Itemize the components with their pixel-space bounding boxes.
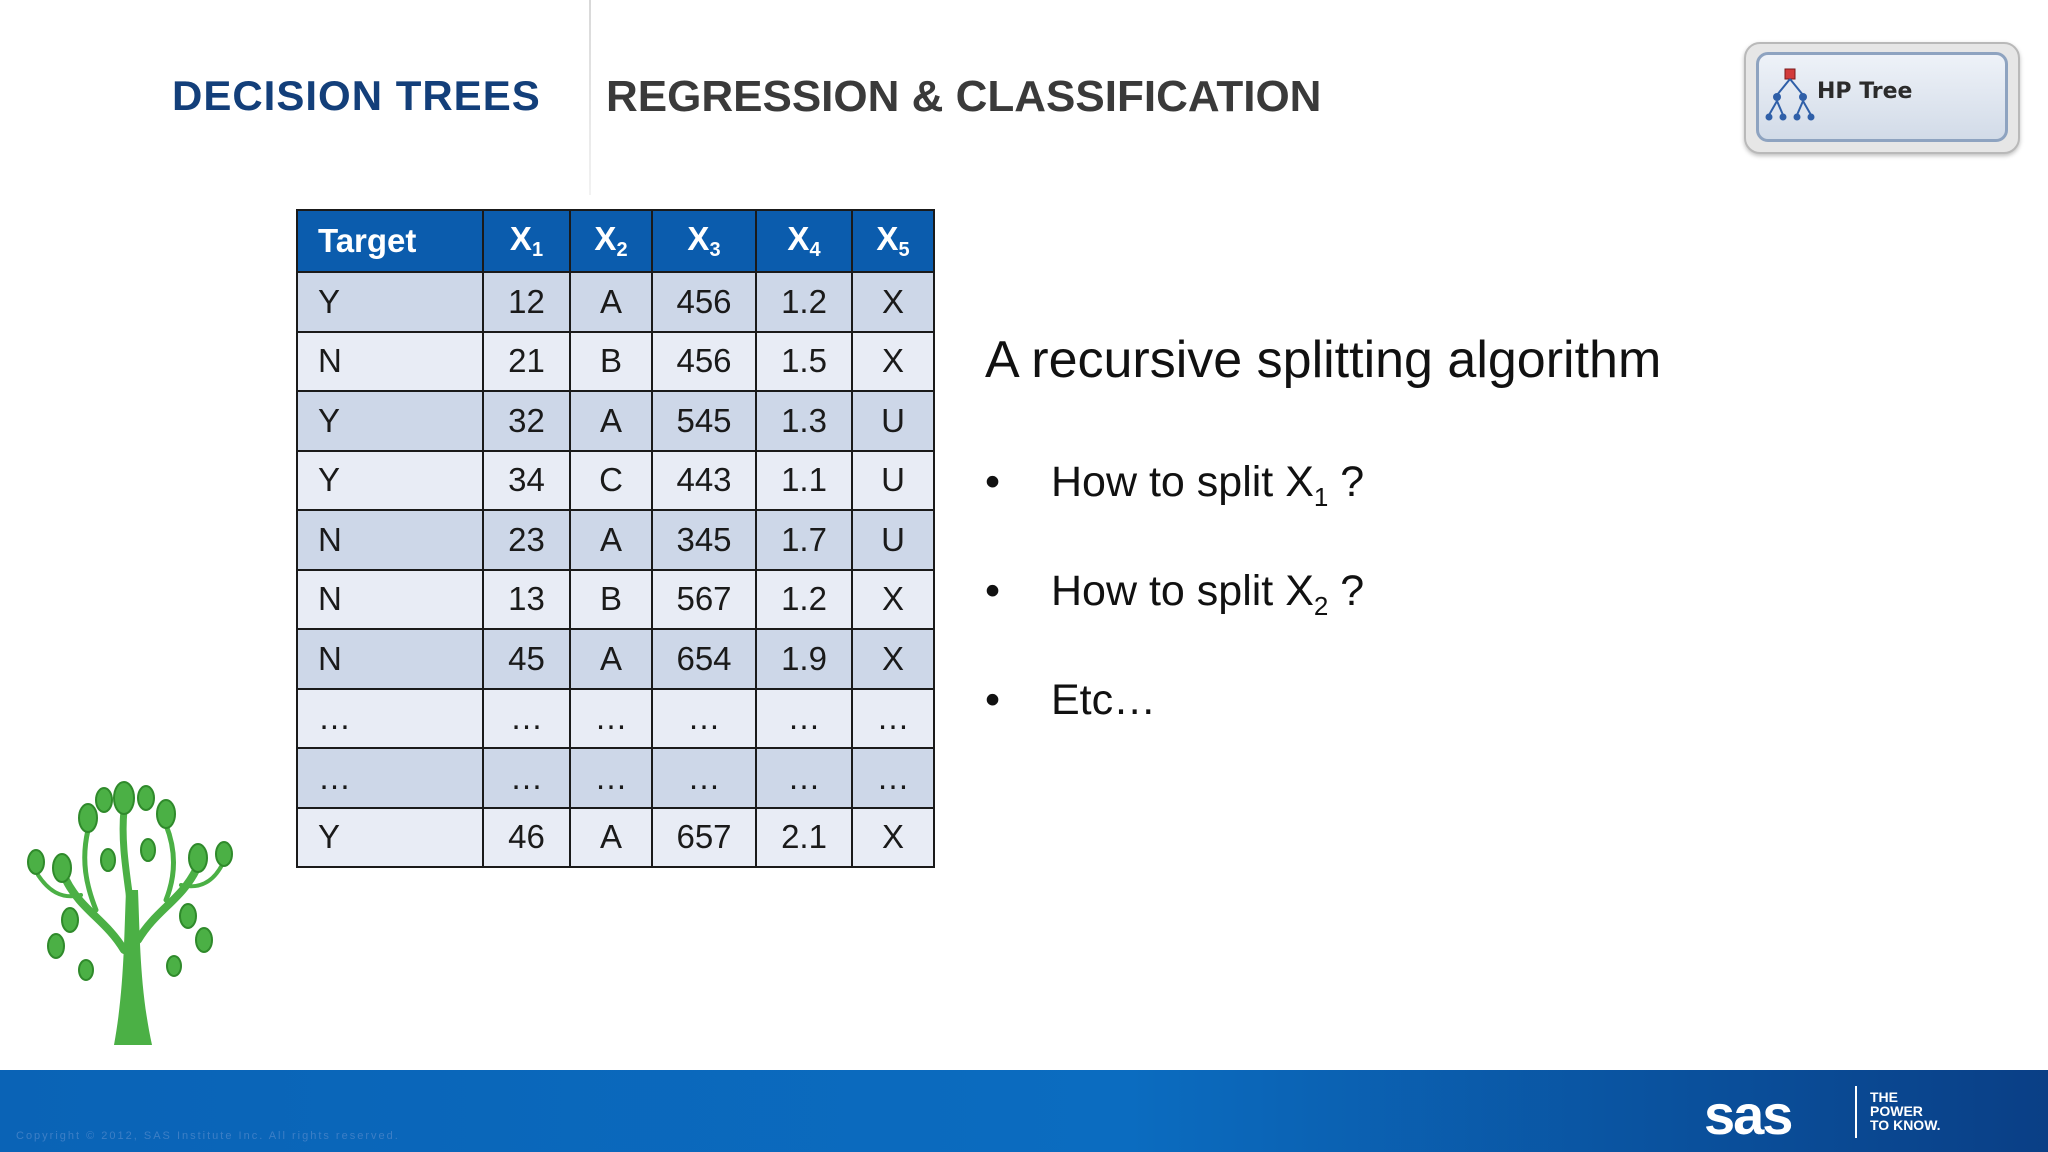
cell-x5: U [852, 510, 934, 570]
cell-x2: A [570, 272, 652, 332]
hp-tree-label: HP Tree [1817, 79, 1913, 104]
cell-x5: U [852, 391, 934, 451]
cell-x4: 1.7 [756, 510, 852, 570]
sas-logo: sas [1704, 1083, 1792, 1146]
slide-header [0, 0, 2048, 200]
header-target: Target [297, 210, 483, 272]
cell-x3: … [652, 748, 756, 808]
header-x2: $X_2$ [570, 210, 652, 272]
cell-x4: … [756, 748, 852, 808]
cell-x1: 12 [483, 272, 570, 332]
tree-illustration [26, 770, 236, 1050]
cell-x4: 2.1 [756, 808, 852, 868]
cell-target: N [297, 510, 483, 570]
cell-target: Y [297, 391, 483, 451]
table-row [297, 391, 934, 451]
cell-x1: 34 [483, 451, 570, 511]
header-x5: $X_5$ [852, 210, 934, 272]
bullet-marker: • [985, 676, 1001, 724]
content-column [985, 330, 1662, 724]
cell-target: … [297, 689, 483, 749]
table-row [297, 510, 934, 570]
cell-x2: A [570, 629, 652, 689]
title-decision-trees: DECISION TREES [172, 72, 541, 119]
cell-x3: 345 [652, 510, 756, 570]
cell-x2: A [570, 808, 652, 868]
cell-x4: … [756, 689, 852, 749]
cell-x2: C [570, 451, 652, 511]
cell-x2: … [570, 689, 652, 749]
bullet-text: Etc… [1051, 676, 1157, 724]
cell-x1: 13 [483, 570, 570, 630]
bullet-text: How to split $X_1$ ? [1051, 458, 1365, 512]
cell-x3: … [652, 689, 756, 749]
table-row [297, 570, 934, 630]
cell-target: N [297, 629, 483, 689]
cell-x5: … [852, 748, 934, 808]
bullet-marker: • [985, 567, 1001, 615]
cell-x2: B [570, 570, 652, 630]
cell-target: N [297, 570, 483, 630]
cell-x5: … [852, 689, 934, 749]
cell-x5: X [852, 272, 934, 332]
cell-x4: 1.2 [756, 272, 852, 332]
cell-target: Y [297, 272, 483, 332]
bullet-marker: • [985, 458, 1001, 506]
tagline-line: THE [1870, 1089, 1898, 1105]
tagline-line: TO KNOW. [1870, 1117, 1941, 1133]
hp-tree-node-body [1756, 52, 2008, 142]
cell-x3: 545 [652, 391, 756, 451]
table-row [297, 808, 934, 868]
cell-x1: 46 [483, 808, 570, 868]
cell-x4: 1.5 [756, 332, 852, 392]
cell-x5: X [852, 332, 934, 392]
cell-x2: … [570, 748, 652, 808]
cell-x1: … [483, 748, 570, 808]
cell-x4: 1.2 [756, 570, 852, 630]
copyright-text: Copyright © 2012, SAS Institute Inc. All rights reserved. [16, 1130, 400, 1142]
cell-x3: 456 [652, 332, 756, 392]
cell-x4: 1.3 [756, 391, 852, 451]
cell-target: Y [297, 808, 483, 868]
cell-x2: A [570, 510, 652, 570]
cell-x3: 443 [652, 451, 756, 511]
footer-bar [0, 1070, 2048, 1152]
table-row [297, 332, 934, 392]
cell-x3: 456 [652, 272, 756, 332]
hp-tree-node[interactable] [1744, 42, 2020, 154]
title-regression-classification: REGRESSION & CLASSIFICATION [606, 72, 1322, 121]
cell-x5: X [852, 570, 934, 630]
table-row [297, 451, 934, 511]
cell-target: … [297, 748, 483, 808]
cell-target: N [297, 332, 483, 392]
cell-x1: 23 [483, 510, 570, 570]
cell-x1: … [483, 689, 570, 749]
tagline-line: POWER [1870, 1103, 1923, 1119]
cell-target: Y [297, 451, 483, 511]
cell-x4: 1.9 [756, 629, 852, 689]
table-header-row [297, 210, 934, 272]
header-x4: $X_4$ [756, 210, 852, 272]
cell-x2: A [570, 391, 652, 451]
bullet-text: How to split $X_2$ ? [1051, 567, 1365, 621]
header-x1: $X_1$ [483, 210, 570, 272]
header-x3: $X_3$ [652, 210, 756, 272]
table-row [297, 629, 934, 689]
cell-x1: 21 [483, 332, 570, 392]
cell-x2: B [570, 332, 652, 392]
logo-divider [1855, 1086, 1857, 1138]
title-divider [589, 0, 591, 195]
table-row [297, 748, 934, 808]
cell-x5: X [852, 808, 934, 868]
cell-x1: 32 [483, 391, 570, 451]
cell-x5: X [852, 629, 934, 689]
cell-x1: 45 [483, 629, 570, 689]
decision-tree-node-icon [1765, 65, 1815, 125]
cell-x3: 567 [652, 570, 756, 630]
tagline [1870, 1090, 1960, 1132]
cell-x3: 654 [652, 629, 756, 689]
table-row [297, 689, 934, 749]
cell-x4: 1.1 [756, 451, 852, 511]
cell-x5: U [852, 451, 934, 511]
subtitle: A recursive splitting algorithm [985, 331, 1662, 389]
data-table [296, 209, 935, 868]
table-row [297, 272, 934, 332]
cell-x3: 657 [652, 808, 756, 868]
